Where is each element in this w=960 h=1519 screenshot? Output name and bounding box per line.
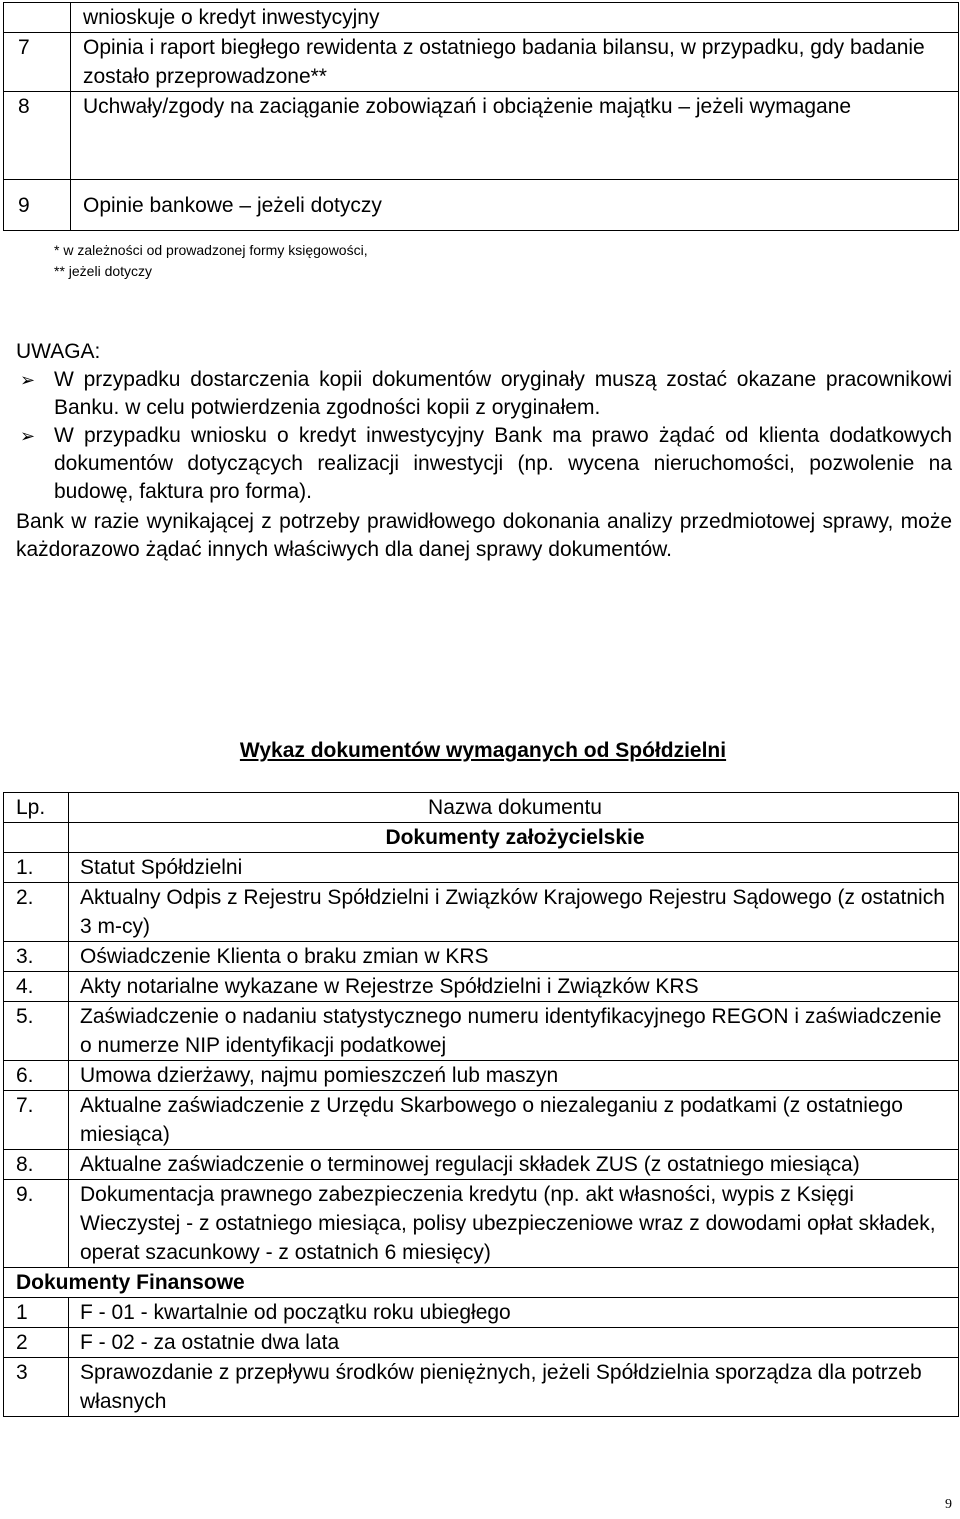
row-number-cell: 2. — [4, 883, 69, 942]
warning-label: UWAGA: — [16, 340, 101, 363]
table-row — [4, 853, 959, 883]
table-row — [4, 1061, 959, 1091]
table-row — [4, 1002, 959, 1061]
documents-table-continued — [3, 2, 959, 231]
list-item — [16, 422, 952, 506]
row-number-cell — [4, 823, 69, 853]
row-number-cell: 2 — [4, 1328, 69, 1358]
arrow-bullet-icon: ➢ — [20, 370, 36, 390]
row-number-cell: 8. — [4, 1150, 69, 1180]
row-text-cell: Opinia i raport biegłego rewidenta z ostatniego badania bilansu, w przypadku, gdy badanie zostało przeprowadzone** — [71, 33, 959, 92]
warning-bullets — [16, 366, 952, 506]
row-text-cell: Akty notarialne wykazane w Rejestrze Spółdzielni i Związków KRS — [69, 972, 959, 1002]
table-header-row — [4, 793, 959, 823]
table-row — [4, 1328, 959, 1358]
note-paragraph: Bank w razie wynikającej z potrzeby prawidłowego dokonania analizy przedmiotowej sprawy, może każdorazowo żądać innych właściwych dla danej sprawy dokumentów. — [16, 510, 952, 561]
section-title: Wykaz dokumentów wymaganych od Spółdzielni — [239, 739, 727, 762]
table-row — [4, 942, 959, 972]
group-title: Dokumenty założycielskie — [69, 823, 959, 853]
footnote: * w zależności od prowadzonej formy księgowości, — [54, 242, 368, 258]
row-number-cell: 7 — [4, 33, 71, 92]
row-text-cell: Uchwały/zgody na zaciąganie zobowiązań i obciążenie majątku – jeżeli wymagane — [71, 92, 959, 180]
table-row — [4, 180, 959, 231]
table-row — [4, 33, 959, 92]
table-row — [4, 1091, 959, 1150]
table-row — [4, 883, 959, 942]
row-text-cell: Oświadczenie Klienta o braku zmian w KRS — [69, 942, 959, 972]
table-row — [4, 1298, 959, 1328]
row-number-cell: 9 — [4, 180, 71, 231]
row-text-cell: wnioskuje o kredyt inwestycyjny — [71, 3, 959, 33]
group-title: Dokumenty Finansowe — [4, 1268, 959, 1298]
row-text-cell: F - 02 - za ostatnie dwa lata — [69, 1328, 959, 1358]
row-text-cell: Opinie bankowe – jeżeli dotyczy — [71, 180, 959, 231]
row-number-cell — [4, 3, 71, 33]
table-row — [4, 972, 959, 1002]
row-text-cell: Aktualne zaświadczenie o terminowej regulacji składek ZUS (z ostatniego miesiąca) — [69, 1150, 959, 1180]
group-row — [4, 1268, 959, 1298]
row-number-cell: 4. — [4, 972, 69, 1002]
row-text-cell: Aktualne zaświadczenie z Urzędu Skarbowego o niezaleganiu z podatkami (z ostatniego miesiąca) — [69, 1091, 959, 1150]
row-text-cell: Statut Spółdzielni — [69, 853, 959, 883]
row-text-cell: Sprawozdanie z przepływu środków pieniężnych, jeżeli Spółdzielnia sporządza dla potrzeb własnych — [69, 1358, 959, 1417]
row-number-cell: 6. — [4, 1061, 69, 1091]
row-number-cell: 3. — [4, 942, 69, 972]
row-number-cell: 5. — [4, 1002, 69, 1061]
arrow-bullet-icon: ➢ — [20, 426, 36, 446]
row-number-cell: 1. — [4, 853, 69, 883]
page-number: 9 — [945, 1497, 952, 1512]
row-number-cell: 7. — [4, 1091, 69, 1150]
row-number-cell: 9. — [4, 1180, 69, 1268]
bullet-text: W przypadku wniosku o kredyt inwestycyjny Bank ma prawo żądać od klienta dodatkowych dokumentów dotyczących realizacji inwestycji (np. wycena nieruchomości, pozwolenie na budowę, faktura pro forma). — [54, 424, 952, 503]
row-text-cell: F - 01 - kwartalnie od początku roku ubiegłego — [69, 1298, 959, 1328]
row-number-cell: 8 — [4, 92, 71, 180]
row-text-cell: Umowa dzierżawy, najmu pomieszczeń lub maszyn — [69, 1061, 959, 1091]
table-row — [4, 92, 959, 180]
table-row — [4, 1150, 959, 1180]
row-text-cell: Aktualny Odpis z Rejestru Spółdzielni i Związków Krajowego Rejestru Sądowego (z ostatnich 3 m-cy) — [69, 883, 959, 942]
required-documents-table — [3, 792, 959, 1417]
group-row — [4, 823, 959, 853]
list-item — [16, 366, 952, 422]
row-text-cell: Zaświadczenie o nadaniu statystycznego numeru identyfikacyjnego REGON i zaświadczenie o numerze NIP identyfikacji podatkowej — [69, 1002, 959, 1061]
header-lp: Lp. — [4, 793, 69, 823]
table-row — [4, 1358, 959, 1417]
header-name: Nazwa dokumentu — [69, 793, 959, 823]
row-text-cell: Dokumentacja prawnego zabezpieczenia kredytu (np. akt własności, wypis z Księgi Wieczystej - z ostatniego miesiąca, polisy ubezpieczeniowe wraz z dowodami opłat składek, operat szacunkowy - z ostatnich 6 miesięcy) — [69, 1180, 959, 1268]
row-number-cell: 3 — [4, 1358, 69, 1417]
table-row — [4, 3, 959, 33]
table-row — [4, 1180, 959, 1268]
footnote: ** jeżeli dotyczy — [54, 263, 153, 279]
bullet-text: W przypadku dostarczenia kopii dokumentów oryginały muszą zostać okazane pracownikowi Banku. w celu potwierdzenia zgodności kopii z oryginałem. — [54, 368, 952, 419]
row-number-cell: 1 — [4, 1298, 69, 1328]
